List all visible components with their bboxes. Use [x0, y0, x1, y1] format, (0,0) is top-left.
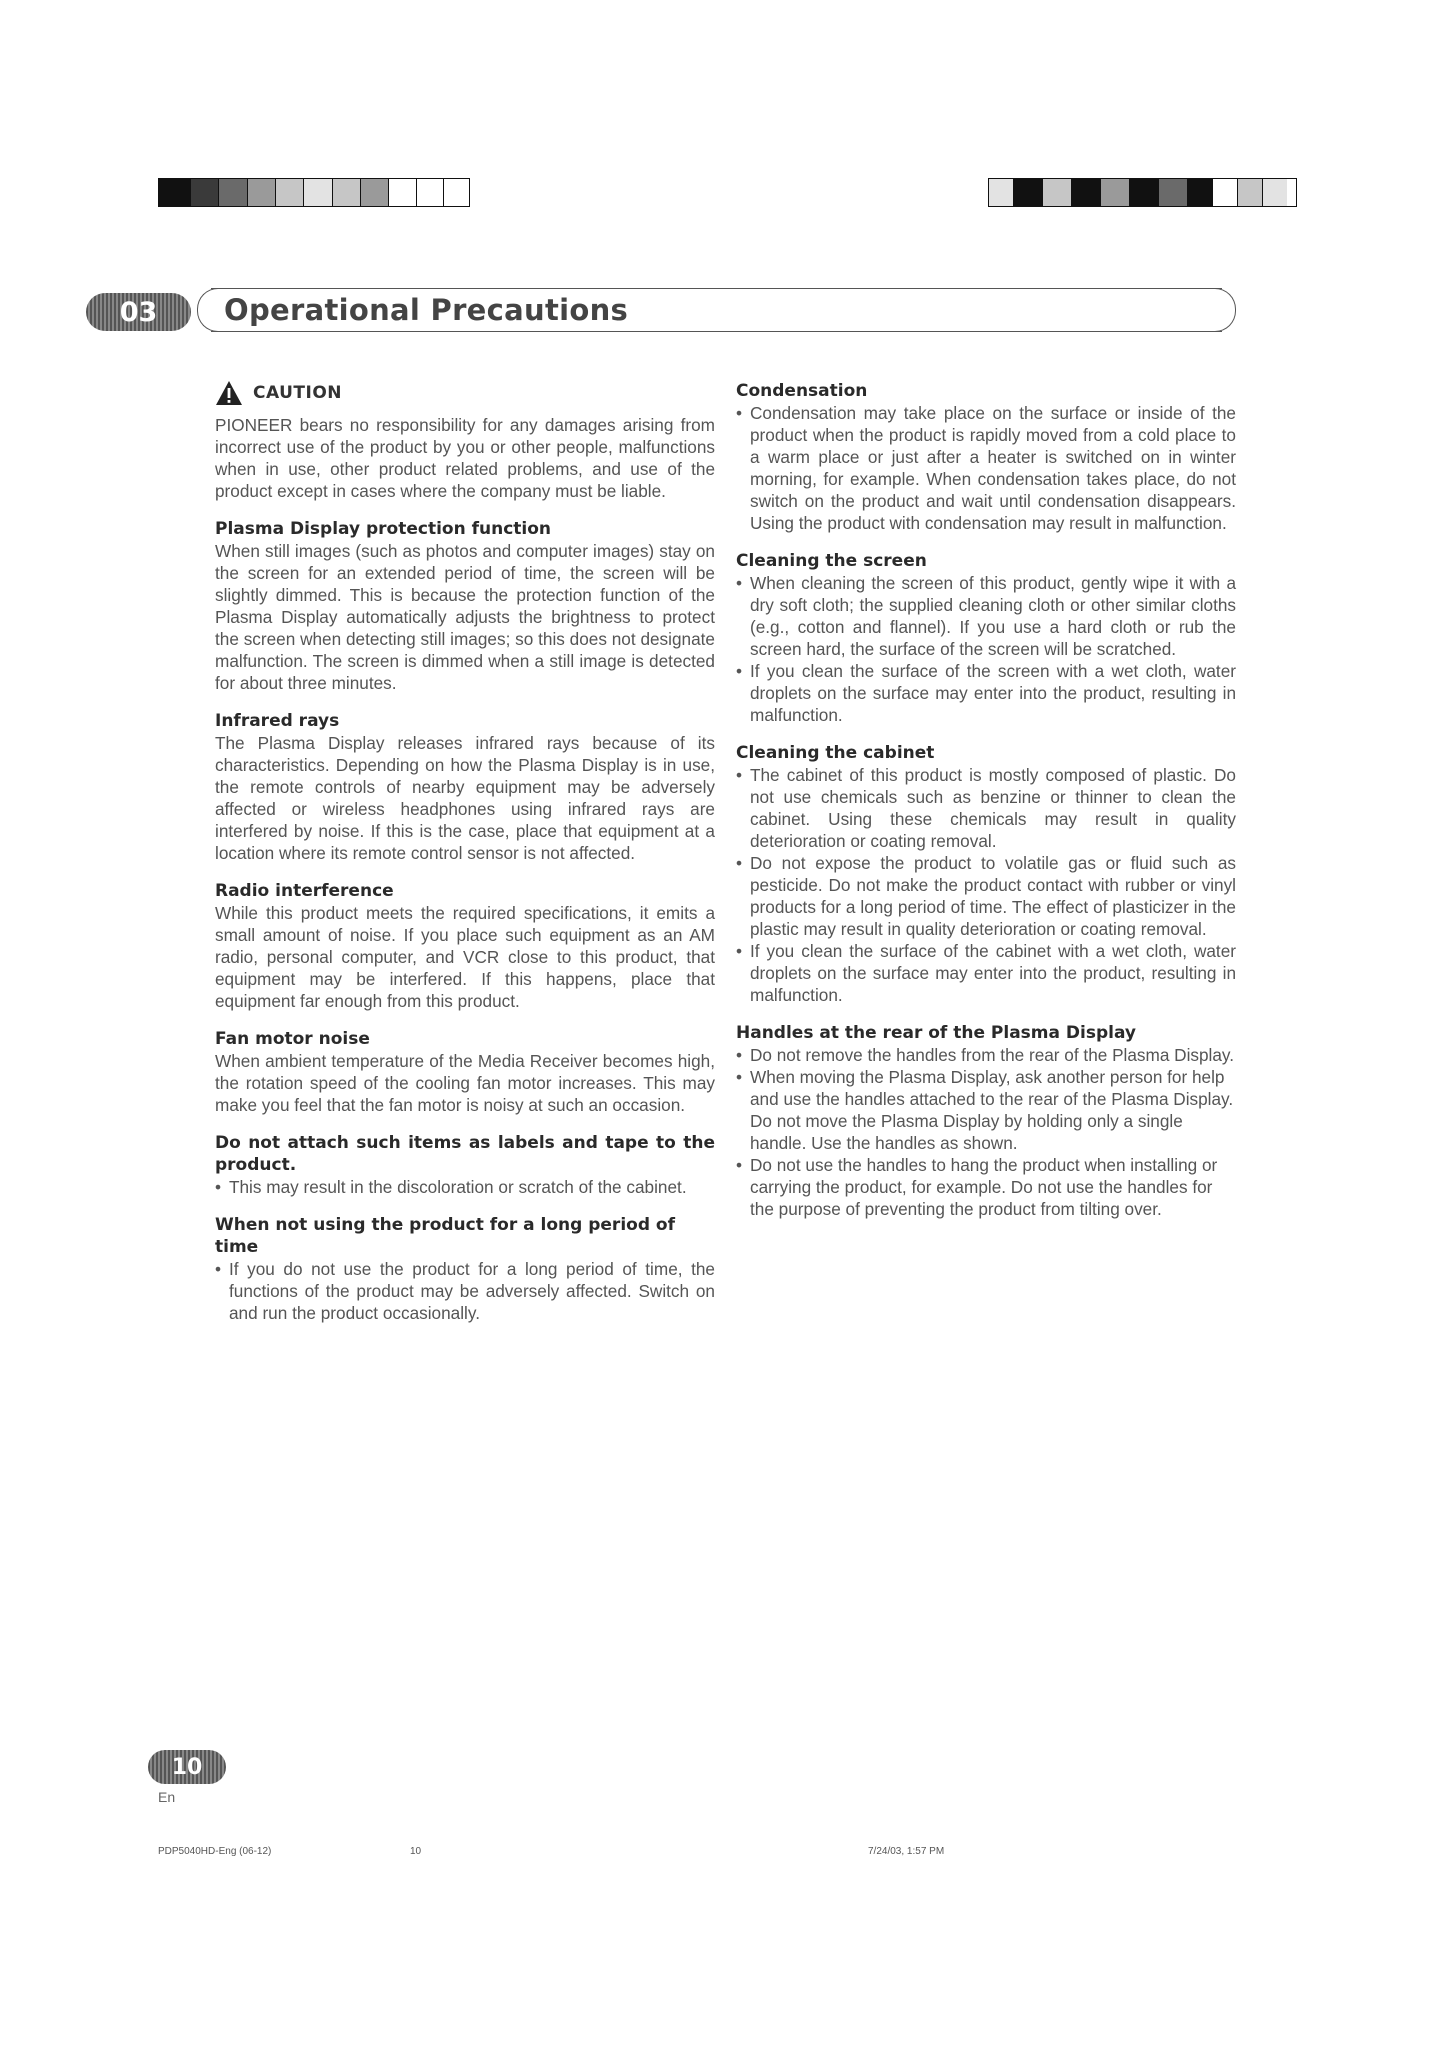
- section-text: When ambient temperature of the Media Receiver becomes high, the rotation speed of the cooling fan motor increases. This may make you feel that the fan motor is noisy at such an occasion.: [215, 1051, 715, 1115]
- not-using-section: [215, 1214, 715, 1324]
- bullet-item: • Condensation may take place on the surface or inside of the product when the product is rapidly moved from a cold place to a warm place or just after a heater is switched on in winter morning, for example. When condensation takes place, do not switch on the product and wait until condensation disappears. Using the product with condensation may result in malfunction.: [736, 402, 1236, 534]
- fan-section: [215, 1028, 715, 1116]
- section-heading: Cleaning the cabinet: [736, 743, 935, 763]
- language-label: En: [158, 1789, 176, 1805]
- bullet-item: • If you clean the surface of the cabinet with a wet cloth, water droplets on the surface may enter into the product, resulting in malfunction.: [736, 940, 1236, 1006]
- condensation-section: [736, 380, 1236, 534]
- section-heading: When not using the product for a long period of time: [215, 1215, 675, 1257]
- right-column: [736, 380, 1236, 1236]
- section-heading: Fan motor noise: [215, 1029, 370, 1049]
- left-column: [215, 380, 715, 1340]
- cleaning-cabinet-section: [736, 742, 1236, 1006]
- section-heading: Do not attach such items as labels and tape to the product.: [215, 1133, 715, 1175]
- chapter-badge: [86, 293, 191, 331]
- bullet-item: • Do not use the handles to hang the product when installing or carrying the product, for example. Do not use the handles for the purpose of preventing the product from tilting over.: [736, 1154, 1236, 1220]
- bullet-item: • Do not remove the handles from the rear of the Plasma Display.: [736, 1044, 1236, 1066]
- bullet-item: • When moving the Plasma Display, ask another person for help and use the handles attached to the rear of the Plasma Display. Do not move the Plasma Display by holding only a single handle. Use the handles as shown.: [736, 1066, 1236, 1154]
- footer-file: PDP5040HD-Eng (06-12): [158, 1846, 272, 1857]
- caution-text: PIONEER bears no responsibility for any damages arising from incorrect use of the product by you or other people, malfunctions when in use, other product related problems, and use of the product except in cases where the company must be liable.: [215, 415, 715, 501]
- bullet-item: • This may result in the discoloration or scratch of the cabinet.: [215, 1176, 715, 1198]
- cleaning-screen-section: [736, 550, 1236, 726]
- section-text: The Plasma Display releases infrared rays because of its characteristics. Depending on how the Plasma Display is in use, the remote controls of nearby equipment may be adversely affected or wireless headphones using infrared rays are interfered by noise. If this is the case, place that equipment at a location where its remote control sensor is not affected.: [215, 733, 715, 863]
- plasma-protection-section: [215, 518, 715, 694]
- page-number-badge: [148, 1750, 226, 1784]
- bullet-item: • When cleaning the screen of this product, gently wipe it with a dry soft cloth; the supplied cleaning cloth or other similar cloths (e.g., cotton and flannel). If you use a hard cloth or rub the screen hard, the surface of the screen will be scratched.: [736, 572, 1236, 660]
- caution-section: [215, 380, 715, 502]
- registration-bar-left: [158, 178, 470, 207]
- radio-section: [215, 880, 715, 1012]
- footer-timestamp: 7/24/03, 1:57 PM: [868, 1846, 945, 1857]
- infrared-section: [215, 710, 715, 864]
- section-heading: Handles at the rear of the Plasma Display: [736, 1023, 1136, 1043]
- warning-triangle-icon: [215, 380, 243, 406]
- footer-page: 10: [410, 1846, 422, 1857]
- bullet-item: • If you clean the surface of the screen with a wet cloth, water droplets on the surface may enter into the product, resulting in malfunction.: [736, 660, 1236, 726]
- page-number: 10: [171, 1754, 203, 1780]
- chapter-number: 03: [119, 296, 158, 328]
- bullet-item: • If you do not use the product for a long period of time, the functions of the product may be adversely affected. Switch on and run the product occasionally.: [215, 1258, 715, 1324]
- section-heading: Radio interference: [215, 881, 394, 901]
- section-heading: Cleaning the screen: [736, 551, 927, 571]
- caution-label: CAUTION: [253, 383, 343, 403]
- section-heading: Condensation: [736, 381, 868, 401]
- handles-section: [736, 1022, 1236, 1220]
- bullet-item: • Do not expose the product to volatile gas or fluid such as pesticide. Do not make the product contact with rubber or vinyl products for a long period of time. The effect of plasticizer in the plastic may result in quality deterioration or coating removal.: [736, 852, 1236, 940]
- section-heading: Infrared rays: [215, 711, 340, 731]
- section-text: When still images (such as photos and computer images) stay on the screen for an extended period of time, the screen will be slightly dimmed. This is because the protection function of the Plasma Display automatically adjusts the brightness to protect the screen when detecting still images; so this does not designate malfunction. The screen is dimmed when a still image is detected for about three minutes.: [215, 541, 715, 693]
- section-text: While this product meets the required specifications, it emits a small amount of noise. If you place such equipment as an AM radio, personal computer, and VCR close to this product, that equipment may be interfered. If this happens, place that equipment far enough from this product.: [215, 903, 715, 1011]
- labels-section: [215, 1132, 715, 1198]
- section-heading: Plasma Display protection function: [215, 519, 552, 539]
- page-title: Operational Precautions: [224, 293, 629, 327]
- registration-bar-right: [988, 178, 1297, 207]
- bullet-item: • The cabinet of this product is mostly composed of plastic. Do not use chemicals such as benzine or thinner to clean the cabinet. Using these chemicals may result in quality deterioration or coating removal.: [736, 764, 1236, 852]
